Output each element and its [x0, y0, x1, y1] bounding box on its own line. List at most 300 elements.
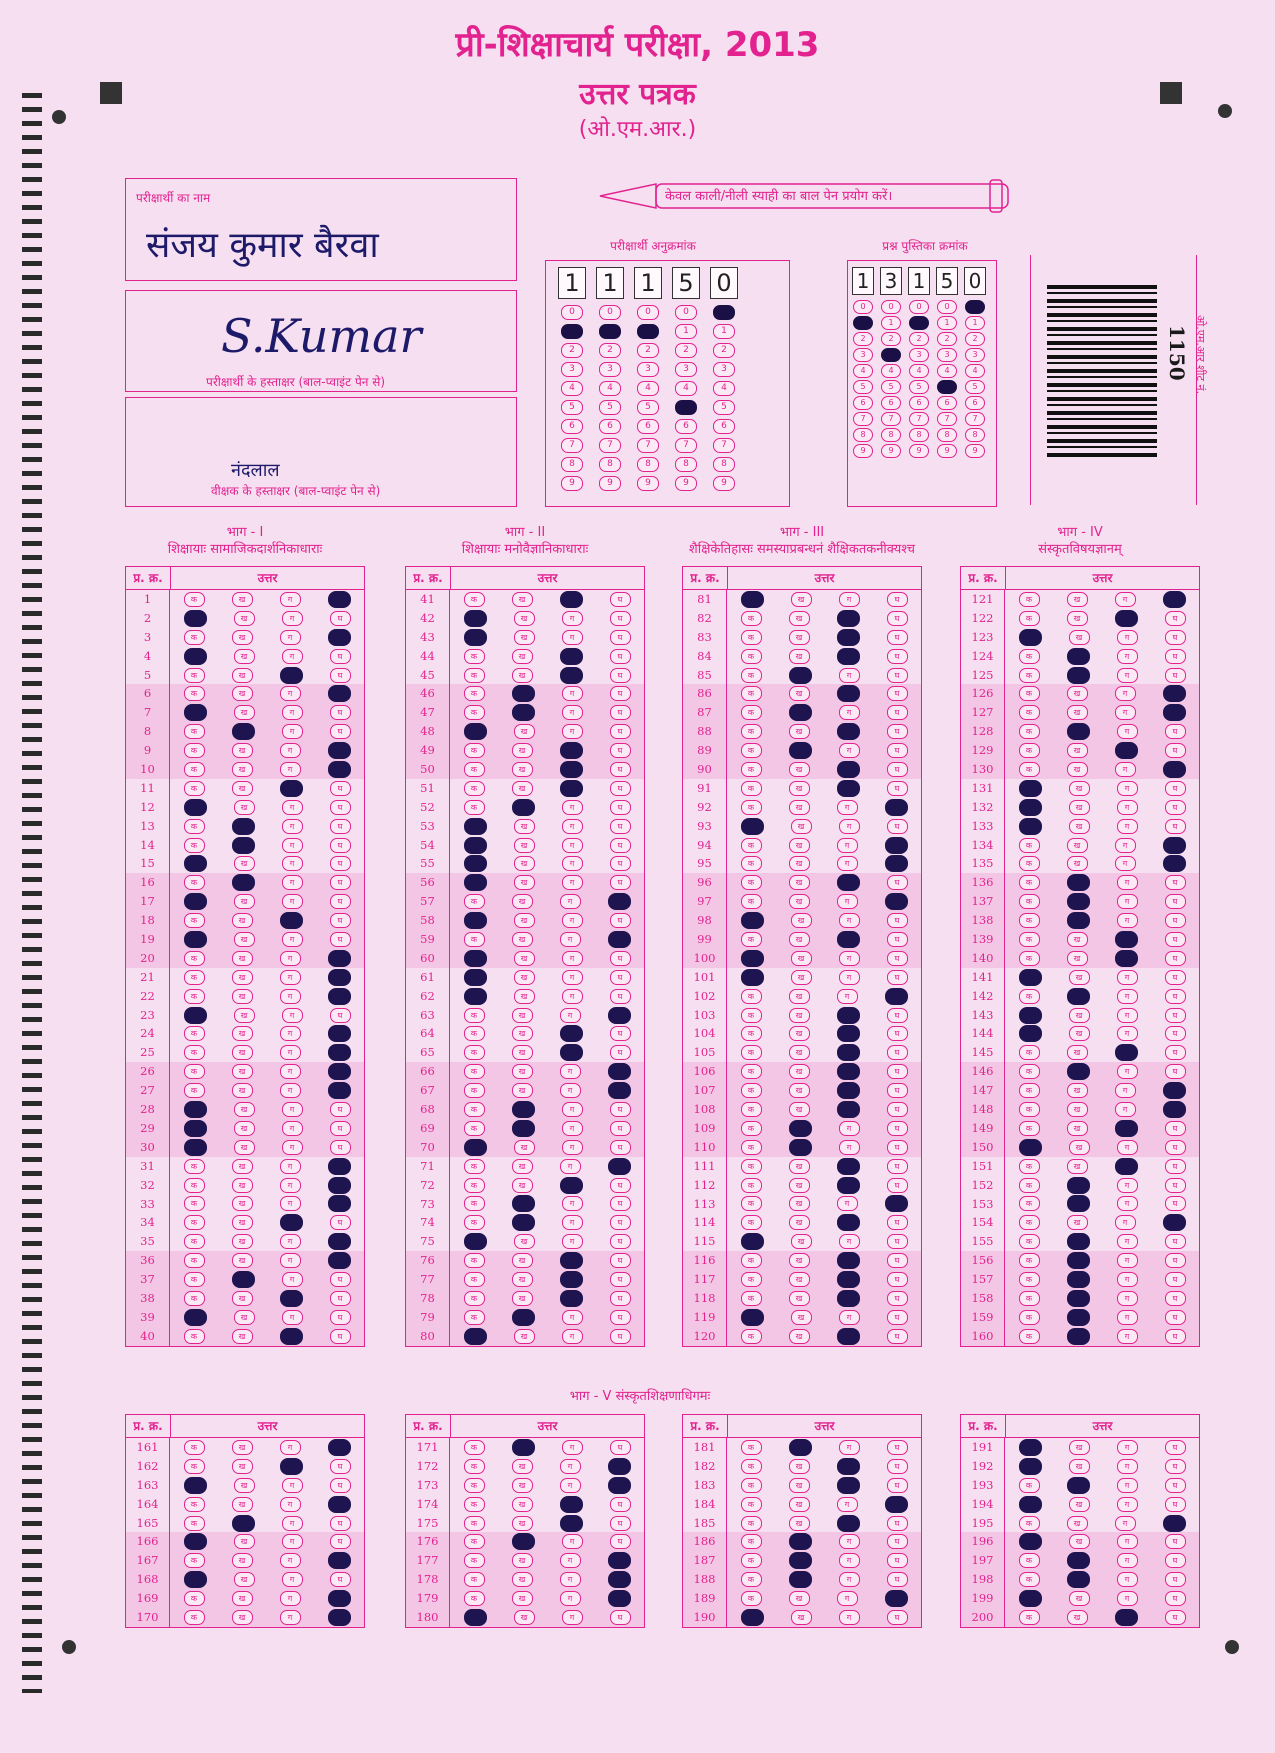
answer-bubble-3[interactable]: ग: [837, 1025, 860, 1042]
answer-bubble-3[interactable]: ग: [562, 1440, 583, 1455]
booklet-bubble-7[interactable]: 7: [909, 412, 929, 426]
answer-bubble-2[interactable]: ख: [514, 819, 535, 834]
answer-bubble-3[interactable]: ग: [280, 1064, 301, 1079]
answer-bubble-3[interactable]: ग: [282, 1272, 303, 1287]
answer-bubble-1[interactable]: क: [184, 1459, 205, 1474]
answer-bubble-1[interactable]: क: [1019, 780, 1042, 797]
answer-bubble-2[interactable]: ख: [1067, 1290, 1090, 1307]
answer-bubble-4[interactable]: घ: [887, 1516, 908, 1531]
answer-bubble-4[interactable]: घ: [328, 591, 351, 608]
answer-bubble-4[interactable]: घ: [885, 988, 908, 1005]
booklet-bubble-4[interactable]: 4: [881, 364, 901, 378]
answer-bubble-4[interactable]: घ: [610, 838, 631, 853]
answer-bubble-2[interactable]: ख: [1067, 1271, 1090, 1288]
answer-bubble-3[interactable]: ग: [282, 819, 303, 834]
answer-bubble-2[interactable]: ख: [789, 1064, 810, 1079]
answer-bubble-1[interactable]: क: [741, 1572, 762, 1587]
answer-bubble-2[interactable]: ख: [1067, 1215, 1088, 1230]
answer-bubble-3[interactable]: ग: [1117, 1553, 1138, 1568]
answer-bubble-4[interactable]: घ: [328, 742, 351, 759]
answer-bubble-4[interactable]: घ: [887, 705, 908, 720]
answer-bubble-1[interactable]: क: [184, 1497, 205, 1512]
answer-bubble-1[interactable]: क: [1019, 1178, 1040, 1193]
answer-bubble-3[interactable]: ग: [560, 1271, 583, 1288]
answer-bubble-4[interactable]: घ: [330, 1272, 351, 1287]
answer-bubble-2[interactable]: ख: [232, 1591, 253, 1606]
answer-bubble-3[interactable]: ग: [837, 648, 860, 665]
answer-bubble-3[interactable]: ग: [1115, 838, 1136, 853]
answer-bubble-3[interactable]: ग: [560, 742, 583, 759]
answer-bubble-3[interactable]: ग: [839, 705, 860, 720]
answer-bubble-1[interactable]: क: [1019, 856, 1040, 871]
roll-bubble-8[interactable]: 8: [713, 457, 735, 472]
booklet-bubble-4[interactable]: 4: [909, 364, 929, 378]
answer-bubble-1[interactable]: क: [184, 1007, 207, 1024]
answer-bubble-2[interactable]: ख: [232, 818, 255, 835]
answer-bubble-1[interactable]: क: [464, 781, 485, 796]
answer-bubble-1[interactable]: क: [464, 1459, 485, 1474]
answer-bubble-1[interactable]: क: [1019, 1590, 1042, 1607]
answer-bubble-2[interactable]: ख: [789, 686, 810, 701]
answer-bubble-1[interactable]: क: [1019, 875, 1040, 890]
roll-bubble-3[interactable]: 3: [599, 362, 621, 377]
roll-bubble-8[interactable]: 8: [561, 457, 583, 472]
roll-bubble-8[interactable]: 8: [599, 457, 621, 472]
answer-bubble-2[interactable]: ख: [234, 932, 255, 947]
answer-bubble-1[interactable]: क: [184, 1083, 205, 1098]
answer-bubble-1[interactable]: क: [184, 1610, 205, 1625]
answer-bubble-3[interactable]: ग: [1117, 1478, 1138, 1493]
answer-bubble-3[interactable]: ग: [1117, 1572, 1138, 1587]
answer-bubble-1[interactable]: क: [464, 743, 485, 758]
answer-bubble-3[interactable]: ग: [837, 780, 860, 797]
answer-bubble-1[interactable]: क: [184, 592, 205, 607]
answer-bubble-3[interactable]: ग: [280, 1497, 301, 1512]
answer-bubble-3[interactable]: ग: [1117, 819, 1138, 834]
answer-bubble-1[interactable]: क: [184, 1234, 205, 1249]
answer-bubble-3[interactable]: ग: [837, 838, 858, 853]
answer-bubble-3[interactable]: ग: [280, 1026, 301, 1041]
roll-bubble-8[interactable]: 8: [637, 457, 659, 472]
roll-bubble-0[interactable]: 0: [561, 305, 583, 320]
answer-bubble-1[interactable]: क: [1019, 1045, 1040, 1060]
answer-bubble-4[interactable]: घ: [887, 668, 908, 683]
roll-bubble-9[interactable]: 9: [561, 476, 583, 491]
answer-bubble-3[interactable]: ग: [839, 951, 860, 966]
answer-bubble-3[interactable]: ग: [280, 1083, 301, 1098]
answer-bubble-2[interactable]: ख: [1069, 1008, 1090, 1023]
roll-bubble-5[interactable]: 5: [713, 400, 735, 415]
booklet-bubble-0[interactable]: 0: [909, 300, 929, 314]
answer-bubble-2[interactable]: ख: [1067, 874, 1090, 891]
answer-bubble-1[interactable]: क: [464, 762, 485, 777]
answer-bubble-3[interactable]: ग: [839, 1440, 860, 1455]
roll-bubble-0[interactable]: 0: [637, 305, 659, 320]
answer-bubble-3[interactable]: ग: [562, 1610, 583, 1625]
answer-bubble-1[interactable]: क: [741, 1329, 762, 1344]
answer-bubble-2[interactable]: ख: [789, 1533, 812, 1550]
answer-bubble-2[interactable]: ख: [232, 989, 253, 1004]
answer-bubble-1[interactable]: क: [741, 932, 762, 947]
answer-bubble-3[interactable]: ग: [837, 1290, 860, 1307]
answer-bubble-3[interactable]: ग: [837, 856, 858, 871]
answer-bubble-2[interactable]: ख: [1067, 893, 1090, 910]
booklet-bubble-1[interactable]: 1: [881, 316, 901, 330]
answer-bubble-3[interactable]: ग: [562, 1310, 583, 1325]
answer-bubble-4[interactable]: घ: [885, 855, 908, 872]
answer-bubble-1[interactable]: क: [184, 704, 207, 721]
answer-bubble-1[interactable]: क: [464, 1534, 485, 1549]
answer-bubble-2[interactable]: ख: [1067, 1252, 1090, 1269]
answer-bubble-4[interactable]: घ: [610, 1253, 631, 1268]
answer-bubble-3[interactable]: ग: [282, 724, 303, 739]
answer-bubble-2[interactable]: ख: [1067, 1328, 1090, 1345]
answer-bubble-4[interactable]: घ: [1165, 630, 1186, 645]
answer-bubble-4[interactable]: घ: [608, 1007, 631, 1024]
answer-bubble-2[interactable]: ख: [1069, 800, 1090, 815]
answer-bubble-1[interactable]: क: [1019, 686, 1040, 701]
answer-bubble-4[interactable]: घ: [610, 1610, 631, 1625]
answer-bubble-1[interactable]: क: [184, 648, 207, 665]
answer-bubble-3[interactable]: ग: [562, 856, 583, 871]
answer-bubble-2[interactable]: ख: [1067, 838, 1088, 853]
answer-bubble-4[interactable]: घ: [610, 856, 631, 871]
answer-bubble-1[interactable]: क: [184, 1309, 207, 1326]
roll-bubble-6[interactable]: 6: [561, 419, 583, 434]
answer-bubble-2[interactable]: ख: [512, 1478, 533, 1493]
answer-bubble-4[interactable]: घ: [610, 668, 631, 683]
answer-bubble-4[interactable]: घ: [887, 1234, 908, 1249]
answer-bubble-2[interactable]: ख: [1067, 1083, 1088, 1098]
answer-bubble-4[interactable]: घ: [1165, 1329, 1186, 1344]
answer-bubble-4[interactable]: घ: [887, 1534, 908, 1549]
answer-bubble-1[interactable]: क: [1019, 894, 1040, 909]
answer-bubble-1[interactable]: क: [741, 856, 762, 871]
answer-bubble-3[interactable]: ग: [562, 913, 583, 928]
answer-bubble-3[interactable]: ग: [560, 1553, 581, 1568]
answer-bubble-3[interactable]: ग: [1117, 668, 1138, 683]
answer-bubble-1[interactable]: क: [1019, 1533, 1042, 1550]
answer-bubble-3[interactable]: ग: [1117, 1329, 1138, 1344]
answer-bubble-3[interactable]: ग: [562, 1234, 583, 1249]
answer-bubble-2[interactable]: ख: [232, 1291, 253, 1306]
answer-bubble-3[interactable]: ग: [280, 762, 301, 777]
answer-bubble-3[interactable]: ग: [839, 1310, 860, 1325]
answer-bubble-2[interactable]: ख: [514, 856, 535, 871]
answer-bubble-4[interactable]: घ: [328, 1177, 351, 1194]
answer-bubble-1[interactable]: क: [464, 837, 487, 854]
answer-bubble-2[interactable]: ख: [514, 611, 535, 626]
answer-bubble-4[interactable]: घ: [1165, 1610, 1186, 1625]
answer-bubble-2[interactable]: ख: [512, 1497, 533, 1512]
answer-bubble-3[interactable]: ग: [1117, 1026, 1138, 1041]
answer-bubble-3[interactable]: ग: [1115, 950, 1138, 967]
answer-bubble-2[interactable]: ख: [512, 1214, 535, 1231]
answer-bubble-2[interactable]: ख: [789, 1478, 810, 1493]
answer-bubble-1[interactable]: क: [464, 988, 487, 1005]
answer-bubble-4[interactable]: घ: [1165, 1440, 1186, 1455]
answer-bubble-2[interactable]: ख: [789, 704, 812, 721]
answer-bubble-3[interactable]: ग: [280, 743, 301, 758]
answer-bubble-4[interactable]: घ: [328, 1552, 351, 1569]
booklet-bubble-6[interactable]: 6: [909, 396, 929, 410]
answer-bubble-4[interactable]: घ: [1165, 1253, 1186, 1268]
answer-bubble-4[interactable]: घ: [887, 932, 908, 947]
answer-bubble-1[interactable]: क: [741, 1045, 762, 1060]
answer-bubble-3[interactable]: ग: [560, 780, 583, 797]
answer-bubble-2[interactable]: ख: [1069, 819, 1090, 834]
answer-bubble-2[interactable]: ख: [791, 913, 812, 928]
answer-bubble-4[interactable]: घ: [328, 1252, 351, 1269]
booklet-bubble-8[interactable]: 8: [853, 428, 873, 442]
answer-bubble-3[interactable]: ग: [839, 913, 860, 928]
answer-bubble-3[interactable]: ग: [560, 1496, 583, 1513]
answer-bubble-2[interactable]: ख: [234, 1534, 255, 1549]
answer-bubble-3[interactable]: ग: [562, 705, 583, 720]
answer-bubble-3[interactable]: ग: [837, 685, 860, 702]
booklet-bubble-2[interactable]: 2: [853, 332, 873, 346]
booklet-bubble-3[interactable]: 3: [853, 348, 873, 362]
booklet-bubble-7[interactable]: 7: [881, 412, 901, 426]
answer-bubble-3[interactable]: ग: [280, 1159, 301, 1174]
roll-bubble-4[interactable]: 4: [561, 381, 583, 396]
answer-bubble-2[interactable]: ख: [789, 856, 810, 871]
answer-bubble-4[interactable]: घ: [1163, 1214, 1186, 1231]
answer-bubble-4[interactable]: घ: [328, 761, 351, 778]
answer-bubble-4[interactable]: घ: [1165, 894, 1186, 909]
answer-bubble-4[interactable]: घ: [610, 1329, 631, 1344]
answer-bubble-1[interactable]: क: [464, 686, 485, 701]
answer-bubble-4[interactable]: घ: [330, 1291, 351, 1306]
answer-bubble-4[interactable]: घ: [887, 1478, 908, 1493]
answer-bubble-4[interactable]: घ: [1165, 1478, 1186, 1493]
answer-bubble-3[interactable]: ग: [280, 667, 303, 684]
answer-bubble-3[interactable]: ग: [282, 1121, 303, 1136]
answer-bubble-2[interactable]: ख: [514, 989, 535, 1004]
answer-bubble-1[interactable]: क: [1019, 969, 1042, 986]
answer-bubble-3[interactable]: ग: [837, 610, 860, 627]
answer-bubble-2[interactable]: ख: [789, 781, 810, 796]
answer-bubble-1[interactable]: क: [464, 1572, 485, 1587]
answer-bubble-3[interactable]: ग: [560, 1159, 581, 1174]
answer-bubble-4[interactable]: घ: [608, 893, 631, 910]
answer-bubble-2[interactable]: ख: [789, 1571, 812, 1588]
answer-bubble-1[interactable]: क: [184, 1272, 205, 1287]
answer-bubble-4[interactable]: घ: [328, 1496, 351, 1513]
answer-bubble-1[interactable]: क: [741, 989, 762, 1004]
answer-bubble-4[interactable]: घ: [1165, 1026, 1186, 1041]
answer-bubble-3[interactable]: ग: [837, 1063, 860, 1080]
answer-bubble-3[interactable]: ग: [560, 1025, 583, 1042]
answer-bubble-1[interactable]: क: [1019, 932, 1040, 947]
booklet-bubble-0[interactable]: 0: [965, 300, 985, 314]
answer-bubble-4[interactable]: घ: [1165, 913, 1186, 928]
answer-bubble-1[interactable]: क: [741, 705, 762, 720]
answer-bubble-1[interactable]: क: [741, 1478, 762, 1493]
answer-bubble-4[interactable]: घ: [887, 1102, 908, 1117]
roll-bubble-9[interactable]: 9: [675, 476, 697, 491]
roll-bubble-1[interactable]: 1: [637, 324, 659, 339]
answer-bubble-4[interactable]: घ: [330, 611, 351, 626]
answer-bubble-4[interactable]: घ: [610, 724, 631, 739]
answer-bubble-2[interactable]: ख: [512, 685, 535, 702]
answer-bubble-3[interactable]: ग: [1117, 781, 1138, 796]
answer-bubble-3[interactable]: ग: [839, 668, 860, 683]
answer-bubble-1[interactable]: क: [464, 950, 487, 967]
answer-bubble-3[interactable]: ग: [1115, 1044, 1138, 1061]
answer-bubble-2[interactable]: ख: [789, 1329, 810, 1344]
answer-bubble-4[interactable]: घ: [608, 931, 631, 948]
answer-bubble-4[interactable]: घ: [1163, 837, 1186, 854]
answer-bubble-1[interactable]: क: [1019, 1478, 1040, 1493]
answer-bubble-1[interactable]: क: [1019, 1610, 1040, 1625]
booklet-bubble-9[interactable]: 9: [937, 444, 957, 458]
answer-bubble-4[interactable]: घ: [887, 1610, 908, 1625]
answer-bubble-4[interactable]: घ: [887, 762, 908, 777]
answer-bubble-3[interactable]: ग: [280, 1253, 301, 1268]
answer-bubble-1[interactable]: क: [1019, 1553, 1040, 1568]
answer-bubble-4[interactable]: घ: [885, 1590, 908, 1607]
answer-bubble-2[interactable]: ख: [789, 667, 812, 684]
answer-bubble-1[interactable]: क: [741, 1026, 762, 1041]
answer-bubble-4[interactable]: घ: [1165, 1459, 1186, 1474]
answer-bubble-2[interactable]: ख: [1069, 630, 1090, 645]
answer-bubble-4[interactable]: घ: [330, 724, 351, 739]
answer-bubble-1[interactable]: क: [741, 1140, 762, 1155]
answer-bubble-4[interactable]: घ: [1165, 1572, 1186, 1587]
answer-bubble-4[interactable]: घ: [610, 875, 631, 890]
answer-bubble-3[interactable]: ग: [1117, 649, 1138, 664]
answer-bubble-1[interactable]: क: [741, 1459, 762, 1474]
answer-bubble-3[interactable]: ग: [1115, 742, 1138, 759]
answer-bubble-3[interactable]: ग: [280, 1214, 303, 1231]
answer-bubble-4[interactable]: घ: [1163, 761, 1186, 778]
answer-bubble-1[interactable]: क: [741, 762, 762, 777]
answer-bubble-2[interactable]: ख: [789, 1497, 810, 1512]
answer-bubble-2[interactable]: ख: [512, 1178, 533, 1193]
answer-bubble-3[interactable]: ग: [562, 951, 583, 966]
answer-bubble-1[interactable]: क: [184, 1291, 205, 1306]
answer-bubble-1[interactable]: क: [1019, 611, 1040, 626]
answer-bubble-3[interactable]: ग: [280, 1178, 301, 1193]
answer-bubble-4[interactable]: घ: [330, 819, 351, 834]
roll-bubble-9[interactable]: 9: [637, 476, 659, 491]
answer-bubble-4[interactable]: घ: [1165, 1234, 1186, 1249]
answer-bubble-1[interactable]: क: [184, 799, 207, 816]
answer-bubble-1[interactable]: क: [741, 1178, 762, 1193]
answer-bubble-3[interactable]: ग: [1117, 989, 1138, 1004]
answer-bubble-1[interactable]: क: [741, 743, 762, 758]
answer-bubble-3[interactable]: ग: [1115, 1120, 1138, 1137]
answer-bubble-4[interactable]: घ: [610, 951, 631, 966]
answer-bubble-3[interactable]: ग: [837, 989, 858, 1004]
answer-bubble-4[interactable]: घ: [1165, 989, 1186, 1004]
answer-bubble-4[interactable]: घ: [330, 1478, 351, 1493]
answer-bubble-1[interactable]: क: [464, 1026, 485, 1041]
answer-bubble-2[interactable]: ख: [514, 1610, 535, 1625]
answer-bubble-3[interactable]: ग: [1117, 1534, 1138, 1549]
answer-bubble-1[interactable]: क: [184, 1533, 207, 1550]
answer-bubble-4[interactable]: घ: [328, 1439, 351, 1456]
answer-bubble-1[interactable]: क: [184, 1477, 207, 1494]
answer-bubble-1[interactable]: क: [464, 969, 487, 986]
answer-bubble-2[interactable]: ख: [789, 1008, 810, 1023]
answer-bubble-4[interactable]: घ: [328, 629, 351, 646]
answer-bubble-4[interactable]: घ: [330, 800, 351, 815]
answer-bubble-3[interactable]: ग: [1117, 970, 1138, 985]
answer-bubble-3[interactable]: ग: [282, 856, 303, 871]
answer-bubble-4[interactable]: घ: [887, 1459, 908, 1474]
answer-bubble-2[interactable]: ख: [232, 1440, 253, 1455]
answer-bubble-2[interactable]: ख: [789, 989, 810, 1004]
answer-bubble-4[interactable]: घ: [610, 762, 631, 777]
answer-bubble-2[interactable]: ख: [1067, 592, 1088, 607]
answer-bubble-4[interactable]: घ: [887, 630, 908, 645]
booklet-bubble-9[interactable]: 9: [881, 444, 901, 458]
answer-bubble-2[interactable]: ख: [1067, 1477, 1090, 1494]
answer-bubble-4[interactable]: घ: [610, 1234, 631, 1249]
booklet-bubble-8[interactable]: 8: [965, 428, 985, 442]
answer-bubble-4[interactable]: घ: [608, 1063, 631, 1080]
answer-bubble-4[interactable]: घ: [330, 1121, 351, 1136]
answer-bubble-3[interactable]: ग: [280, 1591, 301, 1606]
answer-bubble-2[interactable]: ख: [1069, 1440, 1090, 1455]
answer-bubble-3[interactable]: ग: [837, 1196, 858, 1211]
answer-bubble-2[interactable]: ख: [1067, 667, 1090, 684]
answer-bubble-2[interactable]: ख: [232, 1083, 253, 1098]
answer-bubble-1[interactable]: क: [1019, 1496, 1042, 1513]
answer-bubble-2[interactable]: ख: [232, 1329, 253, 1344]
answer-bubble-2[interactable]: ख: [789, 1253, 810, 1268]
answer-bubble-4[interactable]: घ: [1165, 932, 1186, 947]
answer-bubble-2[interactable]: ख: [512, 668, 533, 683]
answer-bubble-2[interactable]: ख: [232, 1497, 253, 1512]
answer-bubble-4[interactable]: घ: [887, 1310, 908, 1325]
booklet-bubble-4[interactable]: 4: [965, 364, 985, 378]
answer-bubble-3[interactable]: ग: [282, 705, 303, 720]
answer-bubble-1[interactable]: क: [741, 1215, 762, 1230]
roll-bubble-5[interactable]: 5: [561, 400, 583, 415]
answer-bubble-4[interactable]: घ: [1165, 1497, 1186, 1512]
answer-bubble-2[interactable]: ख: [791, 1610, 812, 1625]
answer-bubble-4[interactable]: घ: [610, 649, 631, 664]
answer-bubble-3[interactable]: ग: [1115, 686, 1136, 701]
roll-bubble-3[interactable]: 3: [713, 362, 735, 377]
booklet-bubble-5[interactable]: 5: [853, 380, 873, 394]
answer-bubble-4[interactable]: घ: [1165, 1064, 1186, 1079]
answer-bubble-4[interactable]: घ: [328, 1082, 351, 1099]
answer-bubble-3[interactable]: ग: [1115, 1083, 1136, 1098]
answer-bubble-2[interactable]: ख: [512, 1516, 533, 1531]
answer-bubble-3[interactable]: ग: [560, 591, 583, 608]
answer-bubble-4[interactable]: घ: [610, 686, 631, 701]
answer-bubble-1[interactable]: क: [741, 686, 762, 701]
answer-bubble-1[interactable]: क: [184, 855, 207, 872]
answer-bubble-2[interactable]: ख: [232, 762, 253, 777]
answer-bubble-1[interactable]: क: [741, 1291, 762, 1306]
answer-bubble-1[interactable]: क: [464, 649, 485, 664]
answer-bubble-1[interactable]: क: [1019, 762, 1040, 777]
answer-bubble-2[interactable]: ख: [789, 1272, 810, 1287]
answer-bubble-3[interactable]: ग: [282, 1534, 303, 1549]
answer-bubble-4[interactable]: घ: [887, 743, 908, 758]
answer-bubble-4[interactable]: घ: [887, 1272, 908, 1287]
answer-bubble-4[interactable]: घ: [328, 1044, 351, 1061]
answer-bubble-2[interactable]: ख: [1067, 762, 1088, 777]
answer-bubble-2[interactable]: ख: [232, 668, 253, 683]
roll-bubble-5[interactable]: 5: [599, 400, 621, 415]
booklet-bubble-5[interactable]: 5: [909, 380, 929, 394]
